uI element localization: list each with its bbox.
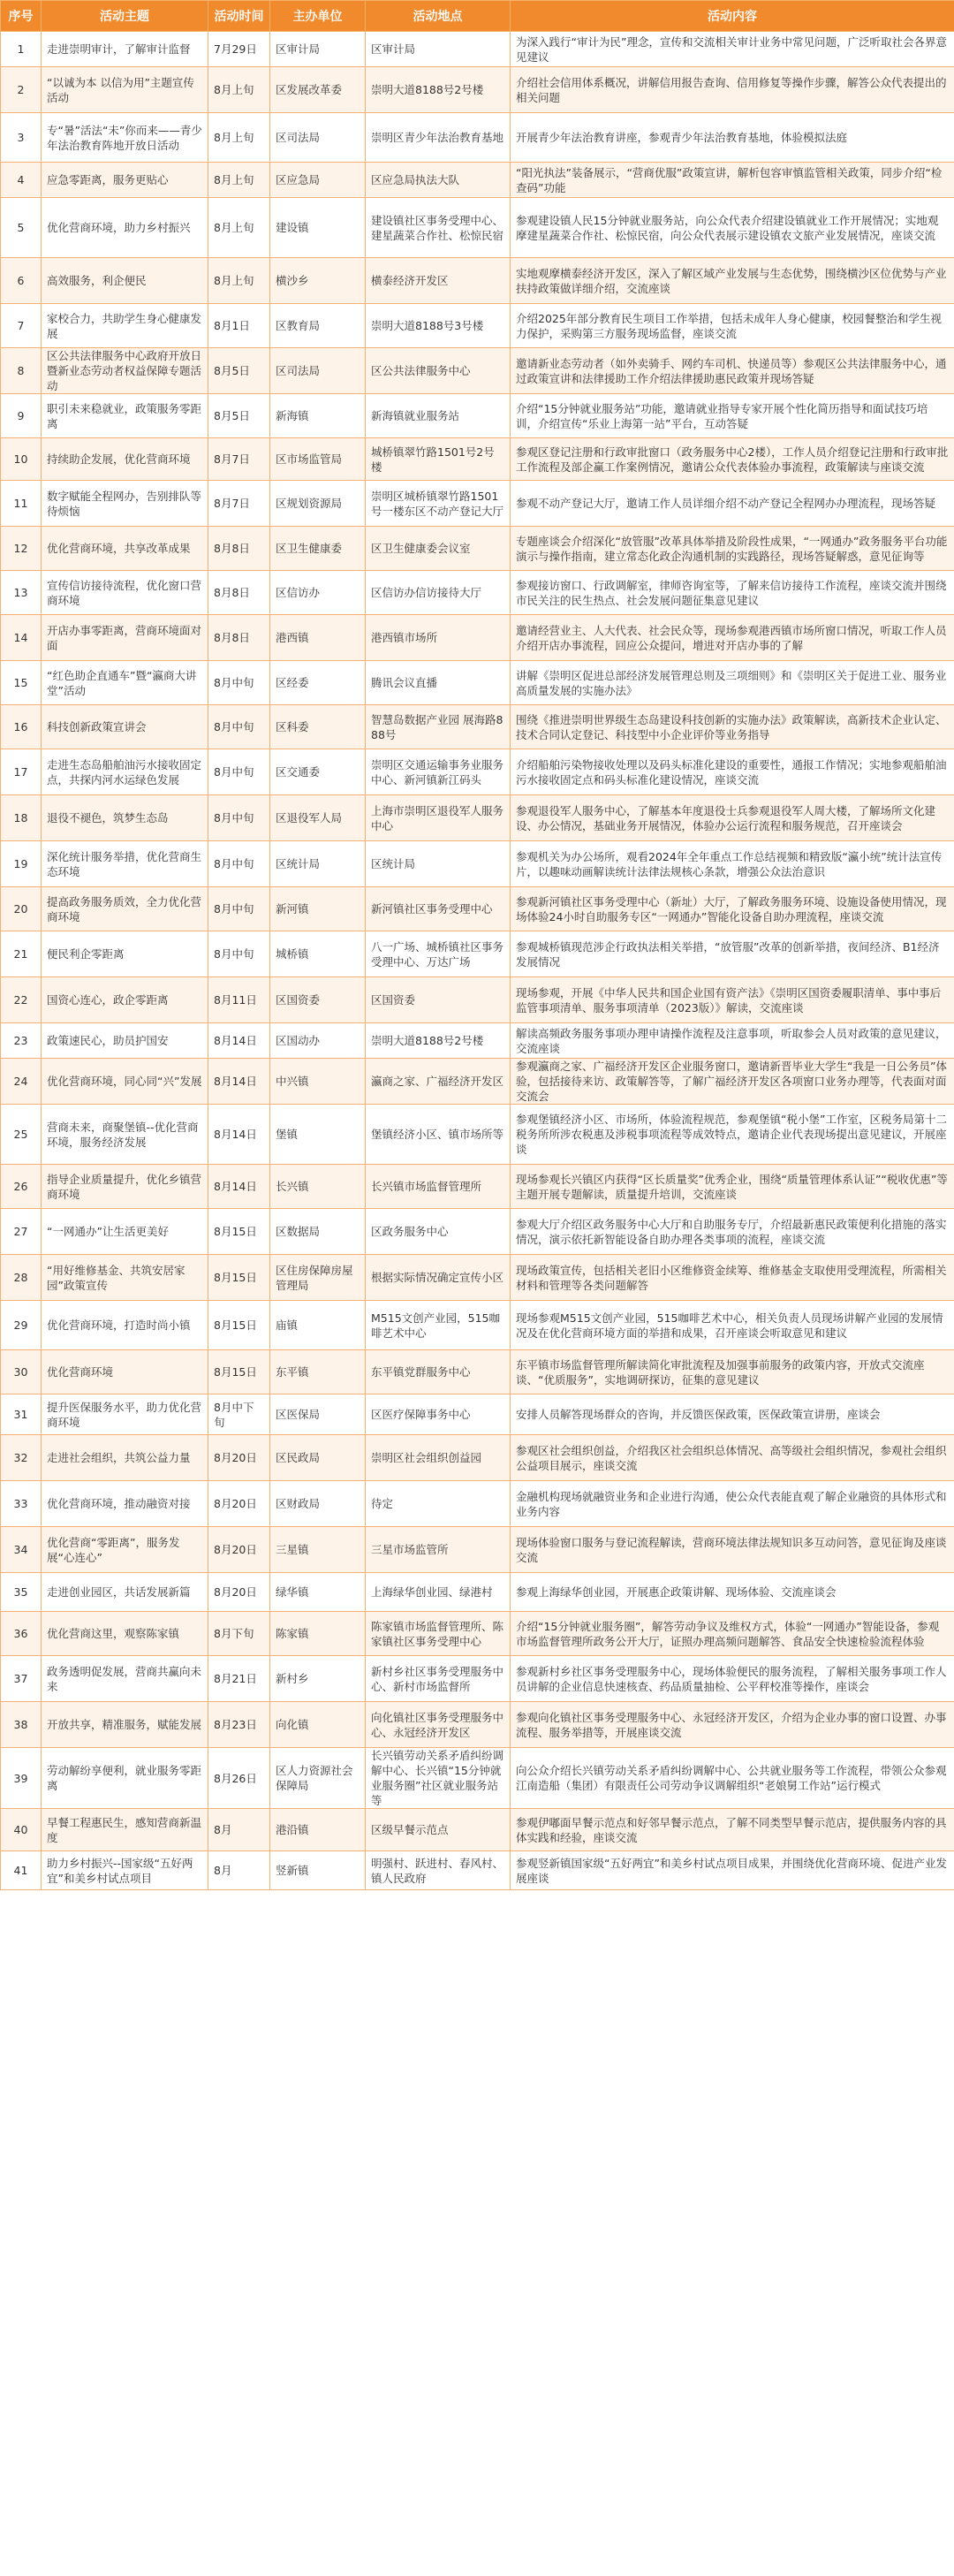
table-body: [1, 32, 954, 1890]
table-row: [1, 163, 954, 198]
cell-no: 10: [1, 438, 42, 481]
table-row: [1, 1301, 954, 1350]
cell-content: 参观机关为办公场所，观看2024年全年重点工作总结视频和精致版“瀛小统”统计法宣传片，以趣味动画解读统计法律法规核心条款，增强公众法治意识: [511, 841, 954, 887]
header-row: [1, 1, 954, 32]
cell-theme: 优化营商环境，共享改革成果: [42, 527, 208, 571]
cell-no: 20: [1, 887, 42, 931]
cell-organizer: 城桥镇: [270, 931, 366, 977]
cell-time: 8月上旬: [208, 163, 270, 198]
cell-time: 8月21日: [208, 1656, 270, 1702]
cell-theme: 优化营商环境: [42, 1350, 208, 1394]
cell-theme: “一网通办”让生活更美好: [42, 1209, 208, 1255]
cell-no: 21: [1, 931, 42, 977]
cell-location: 崇明区社会组织创益园: [366, 1435, 511, 1481]
table-row: [1, 1435, 954, 1481]
header-time: 活动时间: [208, 1, 270, 32]
cell-location: 上海绿华创业园、绿港村: [366, 1573, 511, 1612]
cell-organizer: 长兴镇: [270, 1165, 366, 1209]
cell-no: 29: [1, 1301, 42, 1350]
cell-content: 介绍船舶污染物接收处理以及码头标准化建设的重要性，通报工作情况；实地参观船舶油污水接收固定点和码头标准化建设情况，座谈交流: [511, 749, 954, 795]
cell-no: 1: [1, 32, 42, 67]
cell-time: 8月中旬: [208, 841, 270, 887]
header-content: 活动内容: [511, 1, 954, 32]
cell-time: 8月中旬: [208, 795, 270, 841]
cell-theme: 走进生态岛船舶油污水接收固定点，共探内河水运绿色发展: [42, 749, 208, 795]
cell-no: 14: [1, 615, 42, 661]
cell-no: 24: [1, 1059, 42, 1105]
cell-no: 11: [1, 481, 42, 527]
cell-no: 3: [1, 113, 42, 163]
cell-content: 解读高频政务服务事项办理申请操作流程及注意事项，听取参会人员对政策的意见建议，交流座谈: [511, 1023, 954, 1059]
cell-organizer: 区民政局: [270, 1435, 366, 1481]
cell-time: 8月15日: [208, 1350, 270, 1394]
cell-no: 7: [1, 304, 42, 348]
cell-content: 现场参观长兴镇区内获得“区长质量奖”优秀企业，围绕“质量管理体系认证”“税收优惠”等主题开展专题解读，质量提升培训，交流座谈: [511, 1165, 954, 1209]
cell-content: 安排人员解答现场群众的咨询，并反馈医保政策，医保政策宣讲册，座谈会: [511, 1394, 954, 1435]
cell-time: 8月26日: [208, 1748, 270, 1809]
cell-content: 参观上海绿华创业园，开展惠企政策讲解、现场体验、交流座谈会: [511, 1573, 954, 1612]
cell-content: 参观大厅介绍区政务服务中心大厅和自助服务专厅，介绍最新惠民政策便利化措施的落实情况，演示依托新智能设备自助办理各类事项的流程，座谈交流: [511, 1209, 954, 1255]
table-row: [1, 571, 954, 615]
cell-location: 明强村、跃进村、春风村、镇人民政府: [366, 1851, 511, 1890]
table-row: [1, 1394, 954, 1435]
cell-content: 实地观摩横泰经济开发区，深入了解区域产业发展与生态优势，围绕横沙区位优势与产业扶持政策做详细介绍，交流座谈: [511, 258, 954, 304]
cell-content: 介绍“15分钟就业服务圈”，解答劳动争议及维权方式，体验“一网通办”智能设备，参观市场监督管理所政务公开大厅，证照办理高频问题解答、食品安全快速检验流程体验: [511, 1612, 954, 1656]
cell-organizer: 区教育局: [270, 304, 366, 348]
cell-organizer: 区统计局: [270, 841, 366, 887]
cell-no: 12: [1, 527, 42, 571]
cell-no: 9: [1, 394, 42, 438]
cell-no: 22: [1, 977, 42, 1023]
cell-time: 8月15日: [208, 1301, 270, 1350]
cell-no: 23: [1, 1023, 42, 1059]
cell-organizer: 中兴镇: [270, 1059, 366, 1105]
cell-content: 参观退役军人服务中心，了解基本年度退役士兵参观退役军人周大楼，了解场所文化建设、办公情况，基础业务开展情况，体验办公运行流程和服务规范，召开座谈会: [511, 795, 954, 841]
cell-content: 参观区登记注册和行政审批窗口（政务服务中心2楼），工作人员介绍登记注册和行政审批工作流程及部企赢工作案例情况，邀请公众代表体验办事流程，政策解读与座谈交流: [511, 438, 954, 481]
table-row: [1, 527, 954, 571]
cell-location: 东平镇党群服务中心: [366, 1350, 511, 1394]
cell-organizer: 横沙乡: [270, 258, 366, 304]
cell-location: 区信访办信访接待大厅: [366, 571, 511, 615]
cell-theme: 专“暑”活法“未”你而来——青少年法治教育阵地开放日活动: [42, 113, 208, 163]
cell-content: 围绕《推进崇明世界级生态岛建设科技创新的实施办法》政策解读，高新技术企业认定、技术合同认定登记、科技型中小企业评价等业务指导: [511, 705, 954, 749]
cell-organizer: 区信访办: [270, 571, 366, 615]
cell-time: 8月1日: [208, 304, 270, 348]
cell-organizer: 区科委: [270, 705, 366, 749]
cell-location: 向化镇社区事务受理服务中心、永冠经济开发区: [366, 1702, 511, 1748]
table-row: [1, 304, 954, 348]
cell-organizer: 区卫生健康委: [270, 527, 366, 571]
table-row: [1, 1255, 954, 1301]
cell-location: 区政务服务中心: [366, 1209, 511, 1255]
cell-theme: “以诚为本 以信为用”主题宣传活动: [42, 67, 208, 113]
cell-content: 讲解《崇明区促进总部经济发展管理总则及三项细则》和《崇明区关于促进工业、服务业高质量发展的实施办法》: [511, 661, 954, 705]
cell-theme: 国资心连心，政企零距离: [42, 977, 208, 1023]
cell-location: 区卫生健康委会议室: [366, 527, 511, 571]
table-row: [1, 977, 954, 1023]
cell-organizer: 区人力资源社会保障局: [270, 1748, 366, 1809]
cell-location: 待定: [366, 1481, 511, 1527]
cell-time: 8月中旬: [208, 887, 270, 931]
cell-time: 8月中旬: [208, 931, 270, 977]
cell-content: 向公众介绍长兴镇劳动关系矛盾纠纷调解中心、公共就业服务等工作流程，带领公众参观江南造船（集团）有限责任公司劳动争议调解组织“老娘舅工作站”运行模式: [511, 1748, 954, 1809]
cell-time: 8月中旬: [208, 749, 270, 795]
cell-time: 8月20日: [208, 1481, 270, 1527]
cell-time: 8月中旬: [208, 705, 270, 749]
table-row: [1, 1573, 954, 1612]
cell-no: 25: [1, 1105, 42, 1165]
cell-no: 28: [1, 1255, 42, 1301]
cell-no: 8: [1, 348, 42, 394]
cell-content: 参观建设镇人民15分钟就业服务站，向公众代表介绍建设镇就业工作开展情况；实地观摩建星蔬菜合作社、松惊民宿，向公众代表展示建设镇农文旅产业发展情况，座谈交流: [511, 198, 954, 258]
cell-theme: “红色助企直通车”暨“瀛商大讲堂”活动: [42, 661, 208, 705]
cell-content: 邀请新业态劳动者（如外卖骑手、网约车司机、快递员等）参观区公共法律服务中心，通过政策宣讲和法律援助工作介绍法律援助惠民政策并现场答疑: [511, 348, 954, 394]
cell-no: 39: [1, 1748, 42, 1809]
cell-location: 崇明大道8188号2号楼: [366, 67, 511, 113]
cell-time: 8月15日: [208, 1209, 270, 1255]
cell-theme: 优化营商这里，观察陈家镇: [42, 1612, 208, 1656]
table-row: [1, 887, 954, 931]
cell-theme: 优化营商“零距离”，服务发展“心连心”: [42, 1527, 208, 1573]
table-row: [1, 749, 954, 795]
cell-organizer: 区司法局: [270, 348, 366, 394]
cell-time: 8月上旬: [208, 258, 270, 304]
cell-organizer: 区市场监管局: [270, 438, 366, 481]
table-row: [1, 1165, 954, 1209]
cell-organizer: 区数据局: [270, 1209, 366, 1255]
cell-theme: 优化营商环境，推动融资对接: [42, 1481, 208, 1527]
cell-time: 8月8日: [208, 527, 270, 571]
cell-theme: “用好维修基金、共筑安居家园”政策宣传: [42, 1255, 208, 1301]
cell-no: 13: [1, 571, 42, 615]
cell-theme: 政务透明促发展，营商共赢向未来: [42, 1656, 208, 1702]
cell-organizer: 区司法局: [270, 113, 366, 163]
cell-theme: 提高政务服务质效，全力优化营商环境: [42, 887, 208, 931]
cell-time: 8月: [208, 1809, 270, 1851]
cell-theme: 助力乡村振兴--国家级“五好两宜”和美乡村试点项目: [42, 1851, 208, 1890]
cell-organizer: 区应急局: [270, 163, 366, 198]
table-row: [1, 1209, 954, 1255]
cell-no: 33: [1, 1481, 42, 1527]
cell-theme: 提升医保服务水平，助力优化营商环境: [42, 1394, 208, 1435]
cell-theme: 指导企业质量提升，优化乡镇营商环境: [42, 1165, 208, 1209]
table-row: [1, 1105, 954, 1165]
cell-location: 长兴镇劳动关系矛盾纠纷调解中心、长兴镇“15分钟就业服务圈”社区就业服务站等: [366, 1748, 511, 1809]
cell-location: 建设镇社区事务受理中心、建星蔬菜合作社、松惊民宿: [366, 198, 511, 258]
cell-time: 8月8日: [208, 571, 270, 615]
cell-time: 8月14日: [208, 1059, 270, 1105]
cell-theme: 高效服务，利企便民: [42, 258, 208, 304]
cell-theme: 优化营商环境，打造时尚小镇: [42, 1301, 208, 1350]
cell-organizer: 建设镇: [270, 198, 366, 258]
cell-theme: 开放共享，精准服务，赋能发展: [42, 1702, 208, 1748]
cell-theme: 数字赋能全程网办，告别排队等待烦恼: [42, 481, 208, 527]
cell-no: 18: [1, 795, 42, 841]
table-row: [1, 1481, 954, 1527]
cell-location: 横泰经济开发区: [366, 258, 511, 304]
cell-time: 8月14日: [208, 1023, 270, 1059]
cell-organizer: 区交通委: [270, 749, 366, 795]
table-row: [1, 931, 954, 977]
cell-organizer: 区医保局: [270, 1394, 366, 1435]
cell-organizer: 竖新镇: [270, 1851, 366, 1890]
cell-location: 港西镇市场所: [366, 615, 511, 661]
cell-content: 参观接访窗口、行政调解室，律师咨询室等，了解来信访接待工作流程，座谈交流并围绕市民关注的民生热点、社会发展问题征集意见建议: [511, 571, 954, 615]
cell-content: 参观区社会组织创益，介绍我区社会组织总体情况、高等级社会组织情况，参观社会组织公益项目展示，座谈交流: [511, 1435, 954, 1481]
header-theme: 活动主题: [42, 1, 208, 32]
cell-location: M515文创产业园，515咖啡艺术中心: [366, 1301, 511, 1350]
cell-organizer: 港沿镇: [270, 1809, 366, 1851]
cell-organizer: 新村乡: [270, 1656, 366, 1702]
cell-theme: 政策速民心，助员护国安: [42, 1023, 208, 1059]
cell-content: 专题座谈会介绍深化“放管服”改革具体举措及阶段性成果，“一网通办”政务服务平台功能演示与操作指南，建立常态化政企沟通机制的实践路径，现场答疑解惑，意见征询等: [511, 527, 954, 571]
cell-no: 6: [1, 258, 42, 304]
table-row: [1, 1656, 954, 1702]
cell-location: 崇明大道8188号2号楼: [366, 1023, 511, 1059]
cell-no: 19: [1, 841, 42, 887]
cell-location: 城桥镇翠竹路1501号2号楼: [366, 438, 511, 481]
cell-time: 8月8日: [208, 615, 270, 661]
cell-no: 31: [1, 1394, 42, 1435]
cell-organizer: 区退役军人局: [270, 795, 366, 841]
cell-organizer: 港西镇: [270, 615, 366, 661]
cell-content: 参观新河镇社区事务受理中心（新址）大厅，了解政务服务环境、设施设备使用情况，现场体验24小时自助服务专区“一网通办”智能化设备自助办理流程，座谈交流: [511, 887, 954, 931]
cell-organizer: 陈家镇: [270, 1612, 366, 1656]
cell-no: 34: [1, 1527, 42, 1573]
cell-location: 新村乡社区事务受理服务中心、新村市场监督所: [366, 1656, 511, 1702]
cell-theme: 走进社会组织，共筑公益力量: [42, 1435, 208, 1481]
cell-content: 介绍“15分钟就业服务站”功能，邀请就业指导专家开展个性化简历指导和面试技巧培训，介绍宣传“乐业上海第一站”平台，互动答疑: [511, 394, 954, 438]
cell-theme: 区公共法律服务中心政府开放日暨新业态劳动者权益保障专题活动: [42, 348, 208, 394]
cell-no: 26: [1, 1165, 42, 1209]
cell-time: 8月14日: [208, 1165, 270, 1209]
cell-organizer: 向化镇: [270, 1702, 366, 1748]
cell-time: 8月20日: [208, 1435, 270, 1481]
cell-theme: 营商未来，商聚堡镇--优化营商环境，服务经济发展: [42, 1105, 208, 1165]
cell-time: 8月上旬: [208, 113, 270, 163]
cell-content: 开展青少年法治教育讲座，参观青少年法治教育基地，体验模拟法庭: [511, 113, 954, 163]
cell-organizer: 新海镇: [270, 394, 366, 438]
cell-no: 32: [1, 1435, 42, 1481]
cell-organizer: 堡镇: [270, 1105, 366, 1165]
cell-location: 区医疗保障事务中心: [366, 1394, 511, 1435]
table-row: [1, 198, 954, 258]
cell-no: 30: [1, 1350, 42, 1394]
cell-content: 现场参观，开展《中华人民共和国企业国有资产法》《崇明区国资委履职清单、事中事后监管事项清单、服务事项清单（2023版）》解读，交流座谈: [511, 977, 954, 1023]
cell-theme: 劳动解纷享便利，就业服务零距离: [42, 1748, 208, 1809]
cell-theme: 走进创业园区，共话发展新篇: [42, 1573, 208, 1612]
cell-location: 新河镇社区事务受理中心: [366, 887, 511, 931]
table-row: [1, 705, 954, 749]
cell-location: 智慧岛数据产业园 展海路888号: [366, 705, 511, 749]
table-row: [1, 1851, 954, 1890]
cell-content: 参观堡镇经济小区、市场所，体验流程规范，参观堡镇“税小堡”工作室，区税务局第十二税务所所涉农税惠及涉税事项流程等成效特点，邀请企业代表现场提出意见建议，开展座谈: [511, 1105, 954, 1165]
cell-organizer: 区发展改革委: [270, 67, 366, 113]
header-no: 序号: [1, 1, 42, 32]
cell-theme: 职引未来稳就业，政策服务零距离: [42, 394, 208, 438]
cell-time: 8月14日: [208, 1105, 270, 1165]
cell-no: 40: [1, 1809, 42, 1851]
cell-theme: 优化营商环境，助力乡村振兴: [42, 198, 208, 258]
cell-location: 崇明大道8188号3号楼: [366, 304, 511, 348]
cell-location: 区应急局执法大队: [366, 163, 511, 198]
table-row: [1, 1809, 954, 1851]
cell-content: 参观城桥镇现范涉企行政执法相关举措，“放管服”改革的创新举措，夜间经济、B1经济发展情况: [511, 931, 954, 977]
table-row: [1, 1527, 954, 1573]
cell-theme: 科技创新政策宣讲会: [42, 705, 208, 749]
cell-no: 27: [1, 1209, 42, 1255]
cell-content: 现场体验窗口服务与登记流程解读，营商环境法律法规知识多互动问答，意见征询及座谈交流: [511, 1527, 954, 1573]
table-row: [1, 32, 954, 67]
cell-time: 8月7日: [208, 438, 270, 481]
cell-location: 三星市场监管所: [366, 1527, 511, 1573]
cell-organizer: 区国动办: [270, 1023, 366, 1059]
cell-time: 8月23日: [208, 1702, 270, 1748]
cell-theme: 持续助企发展，优化营商环境: [42, 438, 208, 481]
cell-no: 38: [1, 1702, 42, 1748]
cell-content: 现场政策宣传，包括相关老旧小区维修资金续筹、维修基金支取使用受理流程，所需相关材料和管理等各类问题解答: [511, 1255, 954, 1301]
cell-time: 8月20日: [208, 1573, 270, 1612]
table-row: [1, 1059, 954, 1105]
table-header: [1, 1, 954, 32]
cell-content: 参观竖新镇国家级“五好两宜”和美乡村试点项目成果，并围绕优化营商环境、促进产业发展座谈: [511, 1851, 954, 1890]
cell-theme: 退役不褪色，筑梦生态岛: [42, 795, 208, 841]
cell-organizer: 区规划资源局: [270, 481, 366, 527]
table-row: [1, 1612, 954, 1656]
cell-location: 腾讯会议直播: [366, 661, 511, 705]
cell-no: 16: [1, 705, 42, 749]
table-row: [1, 1748, 954, 1809]
cell-location: 区审计局: [366, 32, 511, 67]
cell-time: 8月20日: [208, 1527, 270, 1573]
cell-organizer: 新河镇: [270, 887, 366, 931]
table-row: [1, 615, 954, 661]
cell-no: 41: [1, 1851, 42, 1890]
table-row: [1, 1702, 954, 1748]
cell-location: 瀛商之家、广福经济开发区: [366, 1059, 511, 1105]
cell-theme: 早餐工程惠民生，感知营商新温度: [42, 1809, 208, 1851]
cell-location: 长兴镇市场监督管理所: [366, 1165, 511, 1209]
cell-time: 8月15日: [208, 1255, 270, 1301]
cell-theme: 宣传信访接待流程，优化窗口营商环境: [42, 571, 208, 615]
header-location: 活动地点: [366, 1, 511, 32]
cell-time: 8月5日: [208, 394, 270, 438]
cell-content: 邀请经营业主、人大代表、社会民众等，现场参观港西镇市场所窗口情况，听取工作人员介绍开店办事流程，回应公众提问，增进对开店办事的了解: [511, 615, 954, 661]
cell-location: 陈家镇市场监督管理所、陈家镇社区事务受理中心: [366, 1612, 511, 1656]
table-row: [1, 795, 954, 841]
cell-theme: 家校合力，共助学生身心健康发展: [42, 304, 208, 348]
header-organizer: 主办单位: [270, 1, 366, 32]
cell-no: 35: [1, 1573, 42, 1612]
cell-content: 介绍社会信用体系概况，讲解信用报告查询、信用修复等操作步骤，解答公众代表提出的相关问题: [511, 67, 954, 113]
cell-content: 介绍2025年部分教育民生项目工作举措，包括未成年人身心健康，校园餐整治和学生视力保护，采购第三方服务现场监督，座谈交流: [511, 304, 954, 348]
table-row: [1, 841, 954, 887]
cell-theme: 深化统计服务举措，优化营商生态环境: [42, 841, 208, 887]
cell-organizer: 区财政局: [270, 1481, 366, 1527]
cell-content: 参观瀛商之家、广福经济开发区企业服务窗口，邀请新晋毕业大学生“我是一日公务员”体验，包括接待来访、政策解答等，了解广福经济开发区各项窗口业务办理等，代表面对面交流会: [511, 1059, 954, 1105]
table-row: [1, 1350, 954, 1394]
cell-theme: 优化营商环境，同心同“兴”发展: [42, 1059, 208, 1105]
cell-organizer: 区国资委: [270, 977, 366, 1023]
cell-organizer: 东平镇: [270, 1350, 366, 1394]
cell-no: 5: [1, 198, 42, 258]
cell-content: 参观新村乡社区事务受理服务中心，现场体验便民的服务流程，了解相关服务事项工作人员讲解的企业信息快速核查、药品质量抽检、公平秤校准等操作，座谈会: [511, 1656, 954, 1702]
cell-organizer: 区审计局: [270, 32, 366, 67]
cell-theme: 开店办事零距离，营商环境面对面: [42, 615, 208, 661]
cell-time: 8月下旬: [208, 1612, 270, 1656]
cell-content: 为深入践行“审计为民”理念，宣传和交流相关审计业务中常见问题，广泛听取社会各界意见建议: [511, 32, 954, 67]
cell-content: 参观向化镇社区事务受理服务中心、永冠经济开发区，介绍为企业办事的窗口设置、办事流程、服务举措等，开展座谈交流: [511, 1702, 954, 1748]
cell-time: 8月11日: [208, 977, 270, 1023]
cell-time: 8月中旬: [208, 661, 270, 705]
cell-content: “阳光执法”装备展示，“营商优服”政策宣讲，解析包容审慎监管相关政策，同步介绍“检查码”功能: [511, 163, 954, 198]
cell-content: 参观不动产登记大厅，邀请工作人员详细介绍不动产登记全程网办办理流程，现场答疑: [511, 481, 954, 527]
cell-location: 区统计局: [366, 841, 511, 887]
table-row: [1, 438, 954, 481]
cell-theme: 便民利企零距离: [42, 931, 208, 977]
cell-organizer: 区住房保障房屋管理局: [270, 1255, 366, 1301]
cell-no: 4: [1, 163, 42, 198]
cell-location: 上海市崇明区退役军人服务中心: [366, 795, 511, 841]
table-row: [1, 1023, 954, 1059]
cell-theme: 应急零距离，服务更贴心: [42, 163, 208, 198]
cell-location: 八一广场、城桥镇社区事务受理中心、万达广场: [366, 931, 511, 977]
cell-time: 8月7日: [208, 481, 270, 527]
cell-no: 2: [1, 67, 42, 113]
table-row: [1, 258, 954, 304]
cell-time: 8月上旬: [208, 67, 270, 113]
cell-content: 现场参观M515文创产业园，515咖啡艺术中心，相关负责人员现场讲解产业园的发展情况及在优化营商环境方面的举措和成果，召开座谈会听取意见和建议: [511, 1301, 954, 1350]
table-row: [1, 113, 954, 163]
cell-location: 崇明区城桥镇翠竹路1501号一楼东区不动产登记大厅: [366, 481, 511, 527]
table-row: [1, 481, 954, 527]
cell-organizer: 绿华镇: [270, 1573, 366, 1612]
cell-no: 36: [1, 1612, 42, 1656]
cell-location: 根据实际情况确定宣传小区: [366, 1255, 511, 1301]
cell-content: 东平镇市场监督管理所解读简化审批流程及加强事前服务的政策内容，开放式交流座谈、“优质服务”，实地调研探访，征集的意见建议: [511, 1350, 954, 1394]
cell-location: 崇明区青少年法治教育基地: [366, 113, 511, 163]
cell-location: 新海镇就业服务站: [366, 394, 511, 438]
cell-no: 15: [1, 661, 42, 705]
cell-organizer: 三星镇: [270, 1527, 366, 1573]
cell-time: 8月中下旬: [208, 1394, 270, 1435]
table-row: [1, 348, 954, 394]
table-row: [1, 661, 954, 705]
cell-content: 参观伊嘟面早餐示范点和好邻早餐示范点，了解不同类型早餐示范店，提供服务内容的具体实践和经验，座谈交流: [511, 1809, 954, 1851]
cell-time: 8月: [208, 1851, 270, 1890]
cell-location: 区公共法律服务中心: [366, 348, 511, 394]
cell-organizer: 区经委: [270, 661, 366, 705]
cell-location: 堡镇经济小区、镇市场所等: [366, 1105, 511, 1165]
cell-no: 37: [1, 1656, 42, 1702]
cell-time: 7月29日: [208, 32, 270, 67]
cell-no: 17: [1, 749, 42, 795]
cell-content: 金融机构现场就融资业务和企业进行沟通，使公众代表能直观了解企业融资的具体形式和业务内容: [511, 1481, 954, 1527]
cell-location: 区级早餐示范点: [366, 1809, 511, 1851]
cell-time: 8月5日: [208, 348, 270, 394]
table-row: [1, 394, 954, 438]
cell-theme: 走进崇明审计，了解审计监督: [42, 32, 208, 67]
cell-time: 8月上旬: [208, 198, 270, 258]
cell-organizer: 庙镇: [270, 1301, 366, 1350]
cell-location: 崇明区交通运输事务业服务中心、新河镇新江码头: [366, 749, 511, 795]
cell-location: 区国资委: [366, 977, 511, 1023]
table-row: [1, 67, 954, 113]
